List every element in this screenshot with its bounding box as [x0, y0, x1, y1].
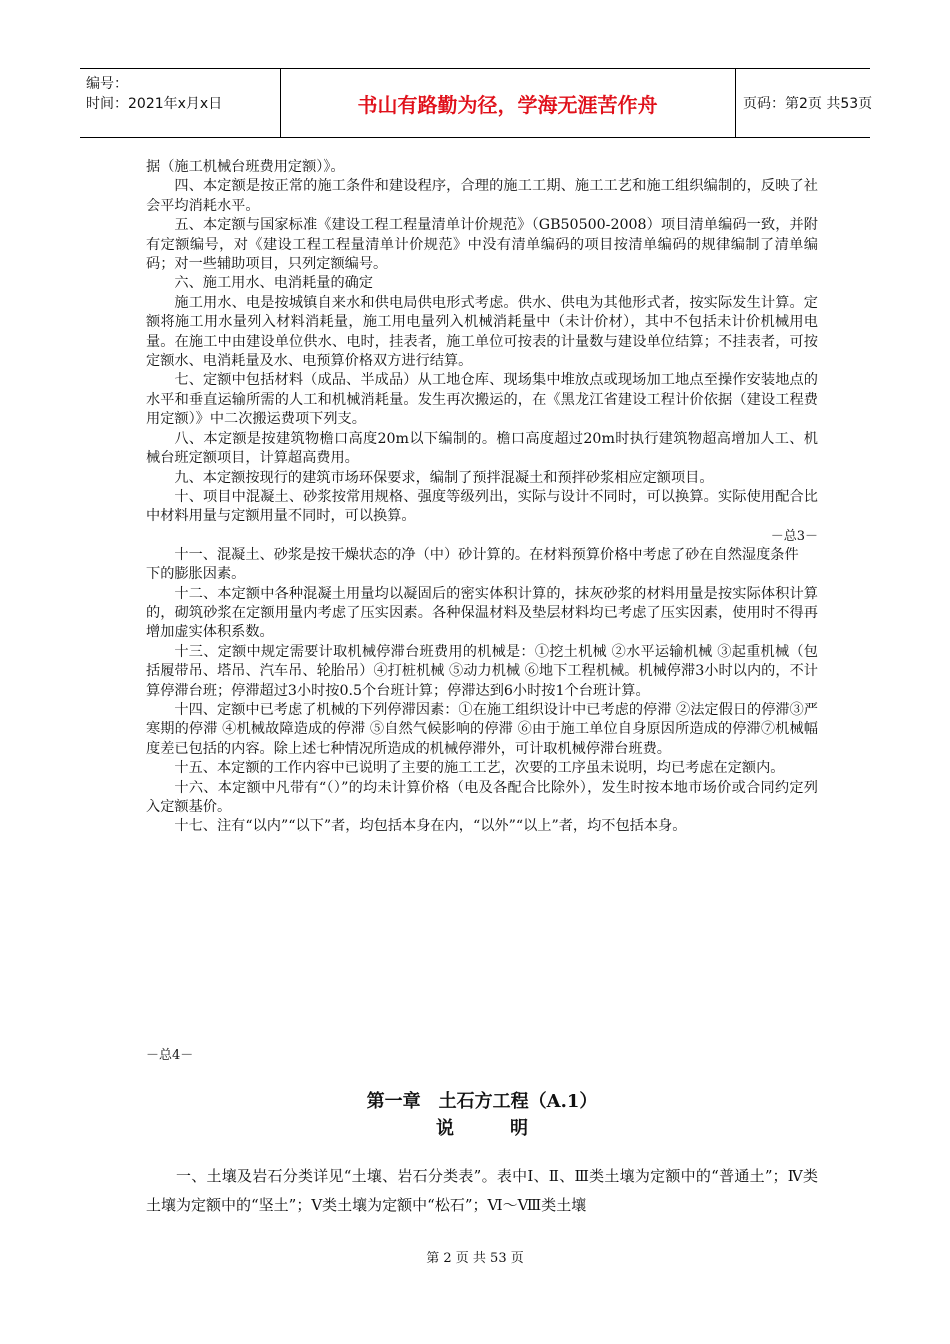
paragraph: 施工用水、电是按城镇自来水和供电局供电形式考虑。供水、供电为其他形式者，按实际发生计算。定额将施工用水量列入材料消耗量，施工用电量列入机械消耗量中（未计价材），其中不包括未计价机械用电量。在施工中由建设单位供水、电时，挂表者，施工单位可按表的计量数与建设单位结算；不挂表者，可按定额水、电消耗量及水、电预算价格双方进行结算。	[146, 294, 818, 370]
paragraph: 四、本定额是按正常的施工条件和建设程序，合理的施工工期、施工工艺和施工组织编制的，反映了社会平均消耗水平。	[146, 178, 818, 214]
paragraph: 十、项目中混凝土、砂浆按常用规格、强度等级列出，实际与设计不同时，可以换算。实际使用配合比中材料用量与定额用量不同时，可以换算。	[146, 488, 818, 525]
chapter-title: 第一章 土石方工程（A.1）	[366, 1091, 598, 1112]
page-footer: 第 2 页 共 53 页	[426, 1251, 524, 1266]
paragraph: 十一、混凝土、砂浆是按干燥状态的净（中）砂计算的。在材料预算价格中考虑了砂在自然湿度条件	[174, 546, 799, 563]
page-mark-4: －总4－	[146, 1048, 194, 1063]
paragraph: 据（施工机械台班费用定额）》。	[146, 159, 345, 175]
paragraph: 五、本定额与国家标准《建设工程工程量清单计价规范》（GB50500-2008）项目清单编码一致，并附有定额编号，对《建设工程工程量清单计价规范》中没有清单编码的项目按清单编码的规律编制了清单编码；对一些辅助项目，只列定额编号。	[146, 217, 818, 273]
paragraph: 七、定额中包括材料（成品、半成品）从工地仓库、现场集中堆放点或现场加工地点至操作安装地点的水平和垂直运输所需的人工和机械消耗量。发生再次搬运的，在《黑龙江省建设工程计价依据（建设工程费用定额）》中二次搬运费项下列支。	[146, 372, 818, 428]
chapter-body	[146, 1162, 818, 1220]
paragraph: 九、本定额按现行的建筑市场环保要求，编制了预拌混凝土和预拌砂浆相应定额项目。	[174, 469, 714, 486]
paragraph: 十四、定额中已考虑了机械的下列停滞因素：①在施工组织设计中已考虑的停滞 ②法定假日的停滞③严寒期的停滞 ④机械故障造成的停滞 ⑤自然气候影响的停滞 ⑥由于施工单位自身原因所造成的停滞⑦机械幅度差已包括的内容。除上述七种情况所造成的机械停滞外，可计取机械停滞台班费。	[146, 701, 818, 757]
chapter-subtitle: 说明	[436, 1118, 584, 1139]
header-meta	[80, 69, 281, 137]
paragraph: 一、土壤及岩石分类详见“土壤、岩石分类表”。表中Ⅰ、Ⅱ、Ⅲ类土壤为定额中的“普通土”；Ⅳ类土壤为定额中的“坚土”；Ⅴ类土壤为定额中“松石”；Ⅵ～Ⅷ类土壤	[146, 1167, 818, 1214]
header-page-info: 页码：第2页 共53页	[743, 96, 873, 112]
paragraph: 十七、注有“以内”“以下”者，均包括本身在内，“以外”“以上”者，均不包括本身。	[174, 818, 687, 835]
paragraph: 下的膨胀因素。	[146, 566, 246, 583]
paragraph: 十五、本定额的工作内容中已说明了主要的施工工艺，次要的工序虽未说明，均已考虑在定额内。	[174, 760, 785, 777]
time-label: 时间：2021年x月x日	[86, 96, 223, 112]
page-mark-3: －总3－	[770, 528, 818, 544]
paragraph: 八、本定额是按建筑物檐口高度20m以下编制的。檐口高度超过20m时执行建筑物超高增加人工、机械台班定额项目，计算超高费用。	[146, 430, 818, 467]
paragraph: 六、施工用水、电消耗量的确定	[174, 275, 374, 292]
paragraph: 十三、定额中规定需要计取机械停滞台班费用的机械是：①挖土机械 ②水平运输机械 ③起重机械（包括履带吊、塔吊、汽车吊、轮胎吊）④打桩机械 ⑤动力机械 ⑥地下工程机械。机械停滞3小时以内的，不计算停滞台班；停滞超过3小时按0.5个台班计算；停滞达到6小时按1个台班计算。	[146, 643, 818, 699]
header-table	[80, 68, 873, 138]
paragraph: 十二、本定额中各种混凝土用量均以凝固后的密实体积计算的，抹灰砂浆的材料用量是按实际体积计算的，砌筑砂浆在定额用量内考虑了压实因素。各种保温材料及垫层材料均已考虑了压实因素，使用时不得再增加虚实体积系数。	[146, 585, 818, 641]
document-body	[146, 158, 818, 837]
paragraph: 十六、本定额中凡带有“（）”的均未计算价格（电及各配合比除外），发生时按本地市场价或合同约定列入定额基价。	[146, 779, 818, 815]
number-label: 编号：	[86, 76, 128, 92]
header-motto: 书山有路勤为径，学海无涯苦作舟	[280, 69, 736, 137]
